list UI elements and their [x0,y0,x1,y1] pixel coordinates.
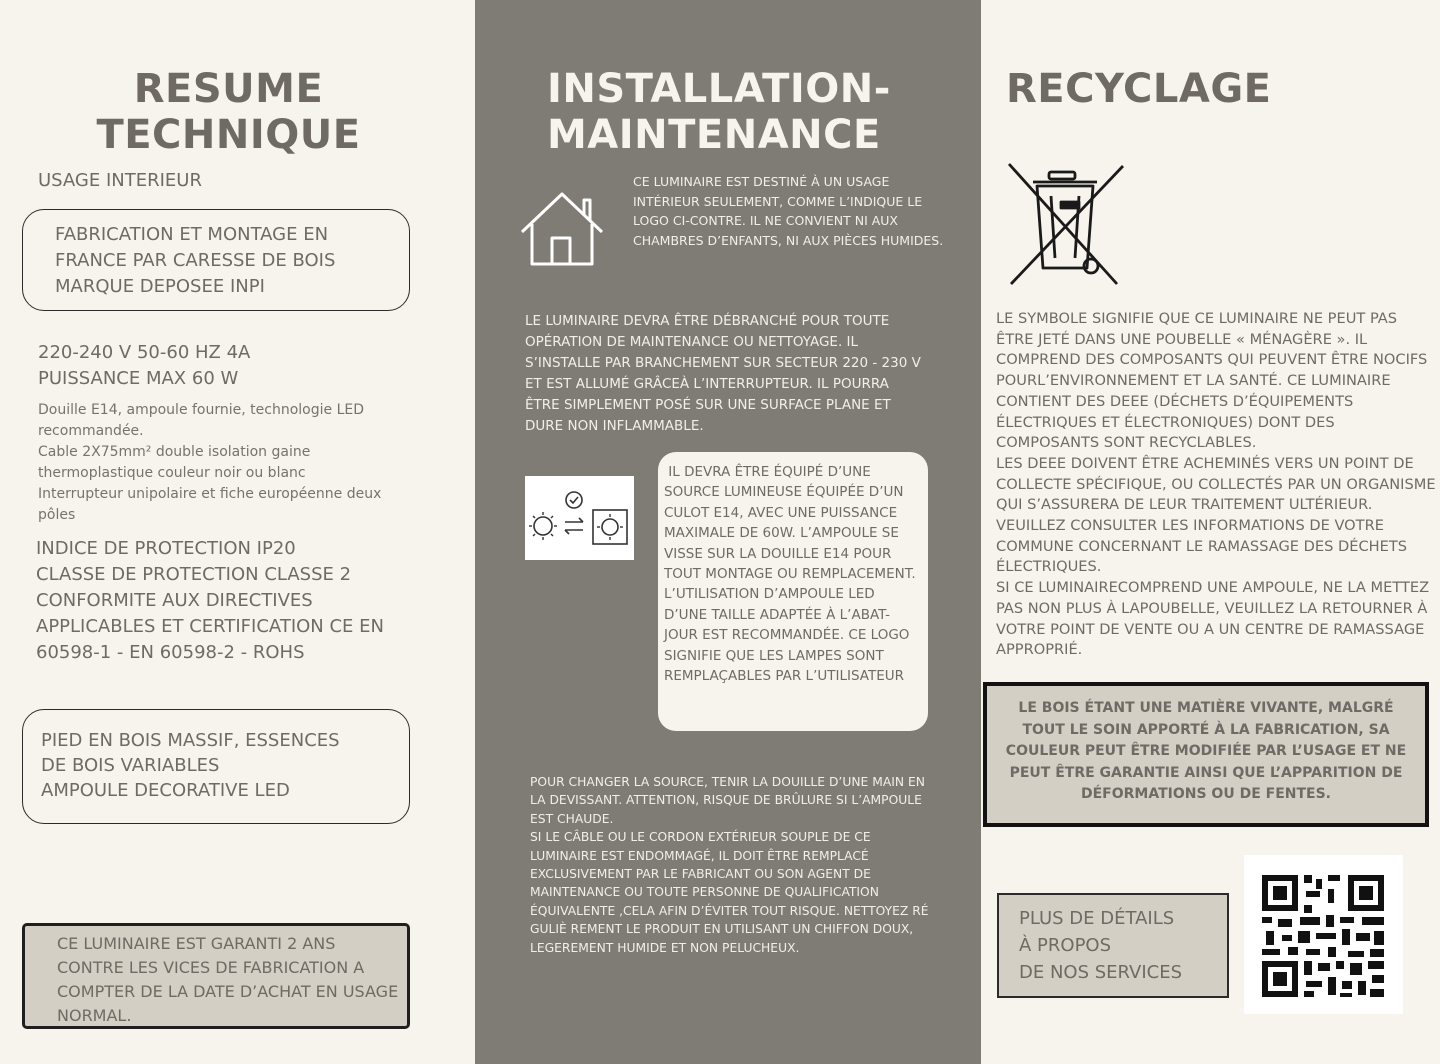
installation-text: LE LUMINAIRE DEVRA ÊTRE DÉBRANCHÉ POUR TOUTE OPÉRATION DE MAINTENANCE OU NETTOYAGE. IL S’INSTALLE PAR BRANCHEMENT SUR SECTEUR 220 - 230 V ET EST ALLUMÉ GRÂCEÀ L’INTERRUPTEUR. IL POURRA ÊTRE SIMPLEMENT POSÉ SUR UNE SURFACE PLANE ET DURE NON INFLAMMABLE. [525,313,921,434]
maintenance-text: POUR CHANGER LA SOURCE, TENIR LA DOUILLE D’UNE MAIN EN LA DEVISSANT. ATTENTION, RISQUE DE BRÛLURE SI L’AMPOULE EST CHAUDE. SI LE CÂBLE OU LE CORDON EXTÉRIEUR SOUPLE DE CE LUMINAIRE EST ENDOMMAGÉ, IL DOIT ÊTRE REMPLACÉ EXCLUSIVEMENT PAR LE FABRICANT OU SON AGENT DE MAINTENANCE OU TOUTE PERSONNE DE QUALIFICATION ÉQUIVALENTE ,CELA AFIN D’ÉVITER TOUT RISQUE. NETTOYEZ RÉ GULIÈ REMENT LE PRODUIT EN UTILISANT UN CHIFFON DOUX, LEGEREMENT HUMIDE ET NON PELUCHEUX. [530,775,929,955]
recycling-text: LE SYMBOLE SIGNIFIE QUE CE LUMINAIRE NE PEUT PAS ÊTRE JETÉ DANS UNE POUBELLE « MÉNAGÈRE ». IL COMPREND DES COMPOSANTS QUI PEUVENT ÊTRE NOCIFS POURL’ENVIRONNEMENT ET LA SANTÉ. CE LUMINAIRE CONTIENT DES DEEE (DÉCHETS D’ÉQUIPEMENTS ÉLECTRIQUES ET ÉLECTRONIQUES) DONT DES COMPOSANTS SONT RECYCLABLES. LES DEEE DOIVENT ÊTRE ACHEMINÉS VERS UN POINT DE COLLECTE SPÉCIFIQUE, OU COLLECTÉS PAR UN ORGANISME QUI S’ASSURERA DE LEUR TRAITEMENT ULTÉRIEUR. VEUILLEZ CONSULTER LES INFORMATIONS DE VOTRE COMMUNE CONCERNANT LE RAMASSAGE DES DÉCHETS ÉLECTRIQUES. SI CE LUMINAIRECOMPREND UNE AMPOULE, NE LA METTEZ PAS NON PLUS À LAPOUBELLE, VEUILLEZ LA RETOURNER À VOTRE POINT DE VENTE OU A UN CENTRE DE RAMASSAGE APPROPRIÉ. [996,310,1436,659]
electrical-specs: 220-240 V 50-60 HZ 4A PUISSANCE MAX 60 W [38,342,251,389]
protection-norms: INDICE DE PROTECTION IP20 CLASSE DE PROTECTION CLASSE 2 CONFORMITE AUX DIRECTIVES APPLICABLES ET CERTIFICATION CE EN 60598-1 - EN 60598-2 - ROHS [36,538,384,663]
pied-box: PIED EN BOIS MASSIF, ESSENCES DE BOIS VARIABLES AMPOULE DECORATIVE LED [22,709,410,824]
wood-notice-box: LE BOIS ÉTANT UNE MATIÈRE VIVANTE, MALGRÉ TOUT LE SOIN APPORTÉ À LA FABRICATION, SA COULEUR PEUT ÊTRE MODIFIÉE PAR L’USAGE ET NE PEUT ÊTRE GARANTIE AINSI QUE L’APPARITION DE DÉFORMATIONS OU DE FENTES. [983,682,1429,827]
component-specs: Douille E14, ampoule fournie, technologie LED recommandée. Cable 2X75mm² double isolation gaine thermoplastique couleur noir ou blanc Interrupteur unipolaire et fiche européenne deux pôles [38,402,382,523]
replaceable-lamp-icon [525,476,634,560]
crossed-bin-icon [1005,160,1129,288]
more-details-box: PLUS DE DÉTAILS À PROPOS DE NOS SERVICES [997,893,1229,998]
bulb-info-box: IL DEVRA ÊTRE ÉQUIPÉ D’UNE SOURCE LUMINEUSE ÉQUIPÉE D’UN CULOT E14, AVEC UNE PUISSANCE MAXIMALE DE 60W. L’AMPOULE SE VISSE SUR LA DOUILLE E14 POUR TOUT MONTAGE OU REMPLACEMENT. L’UTILISATION D’AMPOULE LED D’UNE TAILLE ADAPTÉE À L’ABAT-JOUR EST RECOMMANDÉE. CE LOGO SIGNIFIE QUE LES LAMPES SONT REMPLAÇABLES PAR L’UTILISATEUR [658,452,928,731]
fabrication-box: FABRICATION ET MONTAGE EN FRANCE PAR CARESSE DE BOIS MARQUE DEPOSEE INPI [22,209,410,311]
qr-code-icon[interactable] [1244,855,1403,1014]
house-icon [518,188,606,268]
recyclage-title: RECYCLAGE [1006,66,1272,112]
usage-label: USAGE INTERIEUR [38,170,202,191]
installation-maintenance-title: INSTALLATION- MAINTENANCE [547,66,891,158]
resume-technique-title: RESUME TECHNIQUE [96,66,361,158]
guarantee-box: CE LUMINAIRE EST GARANTI 2 ANS CONTRE LES VICES DE FABRICATION A COMPTER DE LA DATE D’ACHAT EN USAGE NORMAL. [22,923,410,1029]
left-panel [0,0,475,1064]
right-panel [981,0,1440,1064]
indoor-use-text: CE LUMINAIRE EST DESTINÉ À UN USAGE INTÉRIEUR SEULEMENT, COMME L’INDIQUE LE LOGO CI-CONTRE. IL NE CONVIENT NI AUX CHAMBRES D’ENFANTS, NI AUX PIÈCES HUMIDES. [633,174,944,248]
middle-panel [475,0,981,1064]
